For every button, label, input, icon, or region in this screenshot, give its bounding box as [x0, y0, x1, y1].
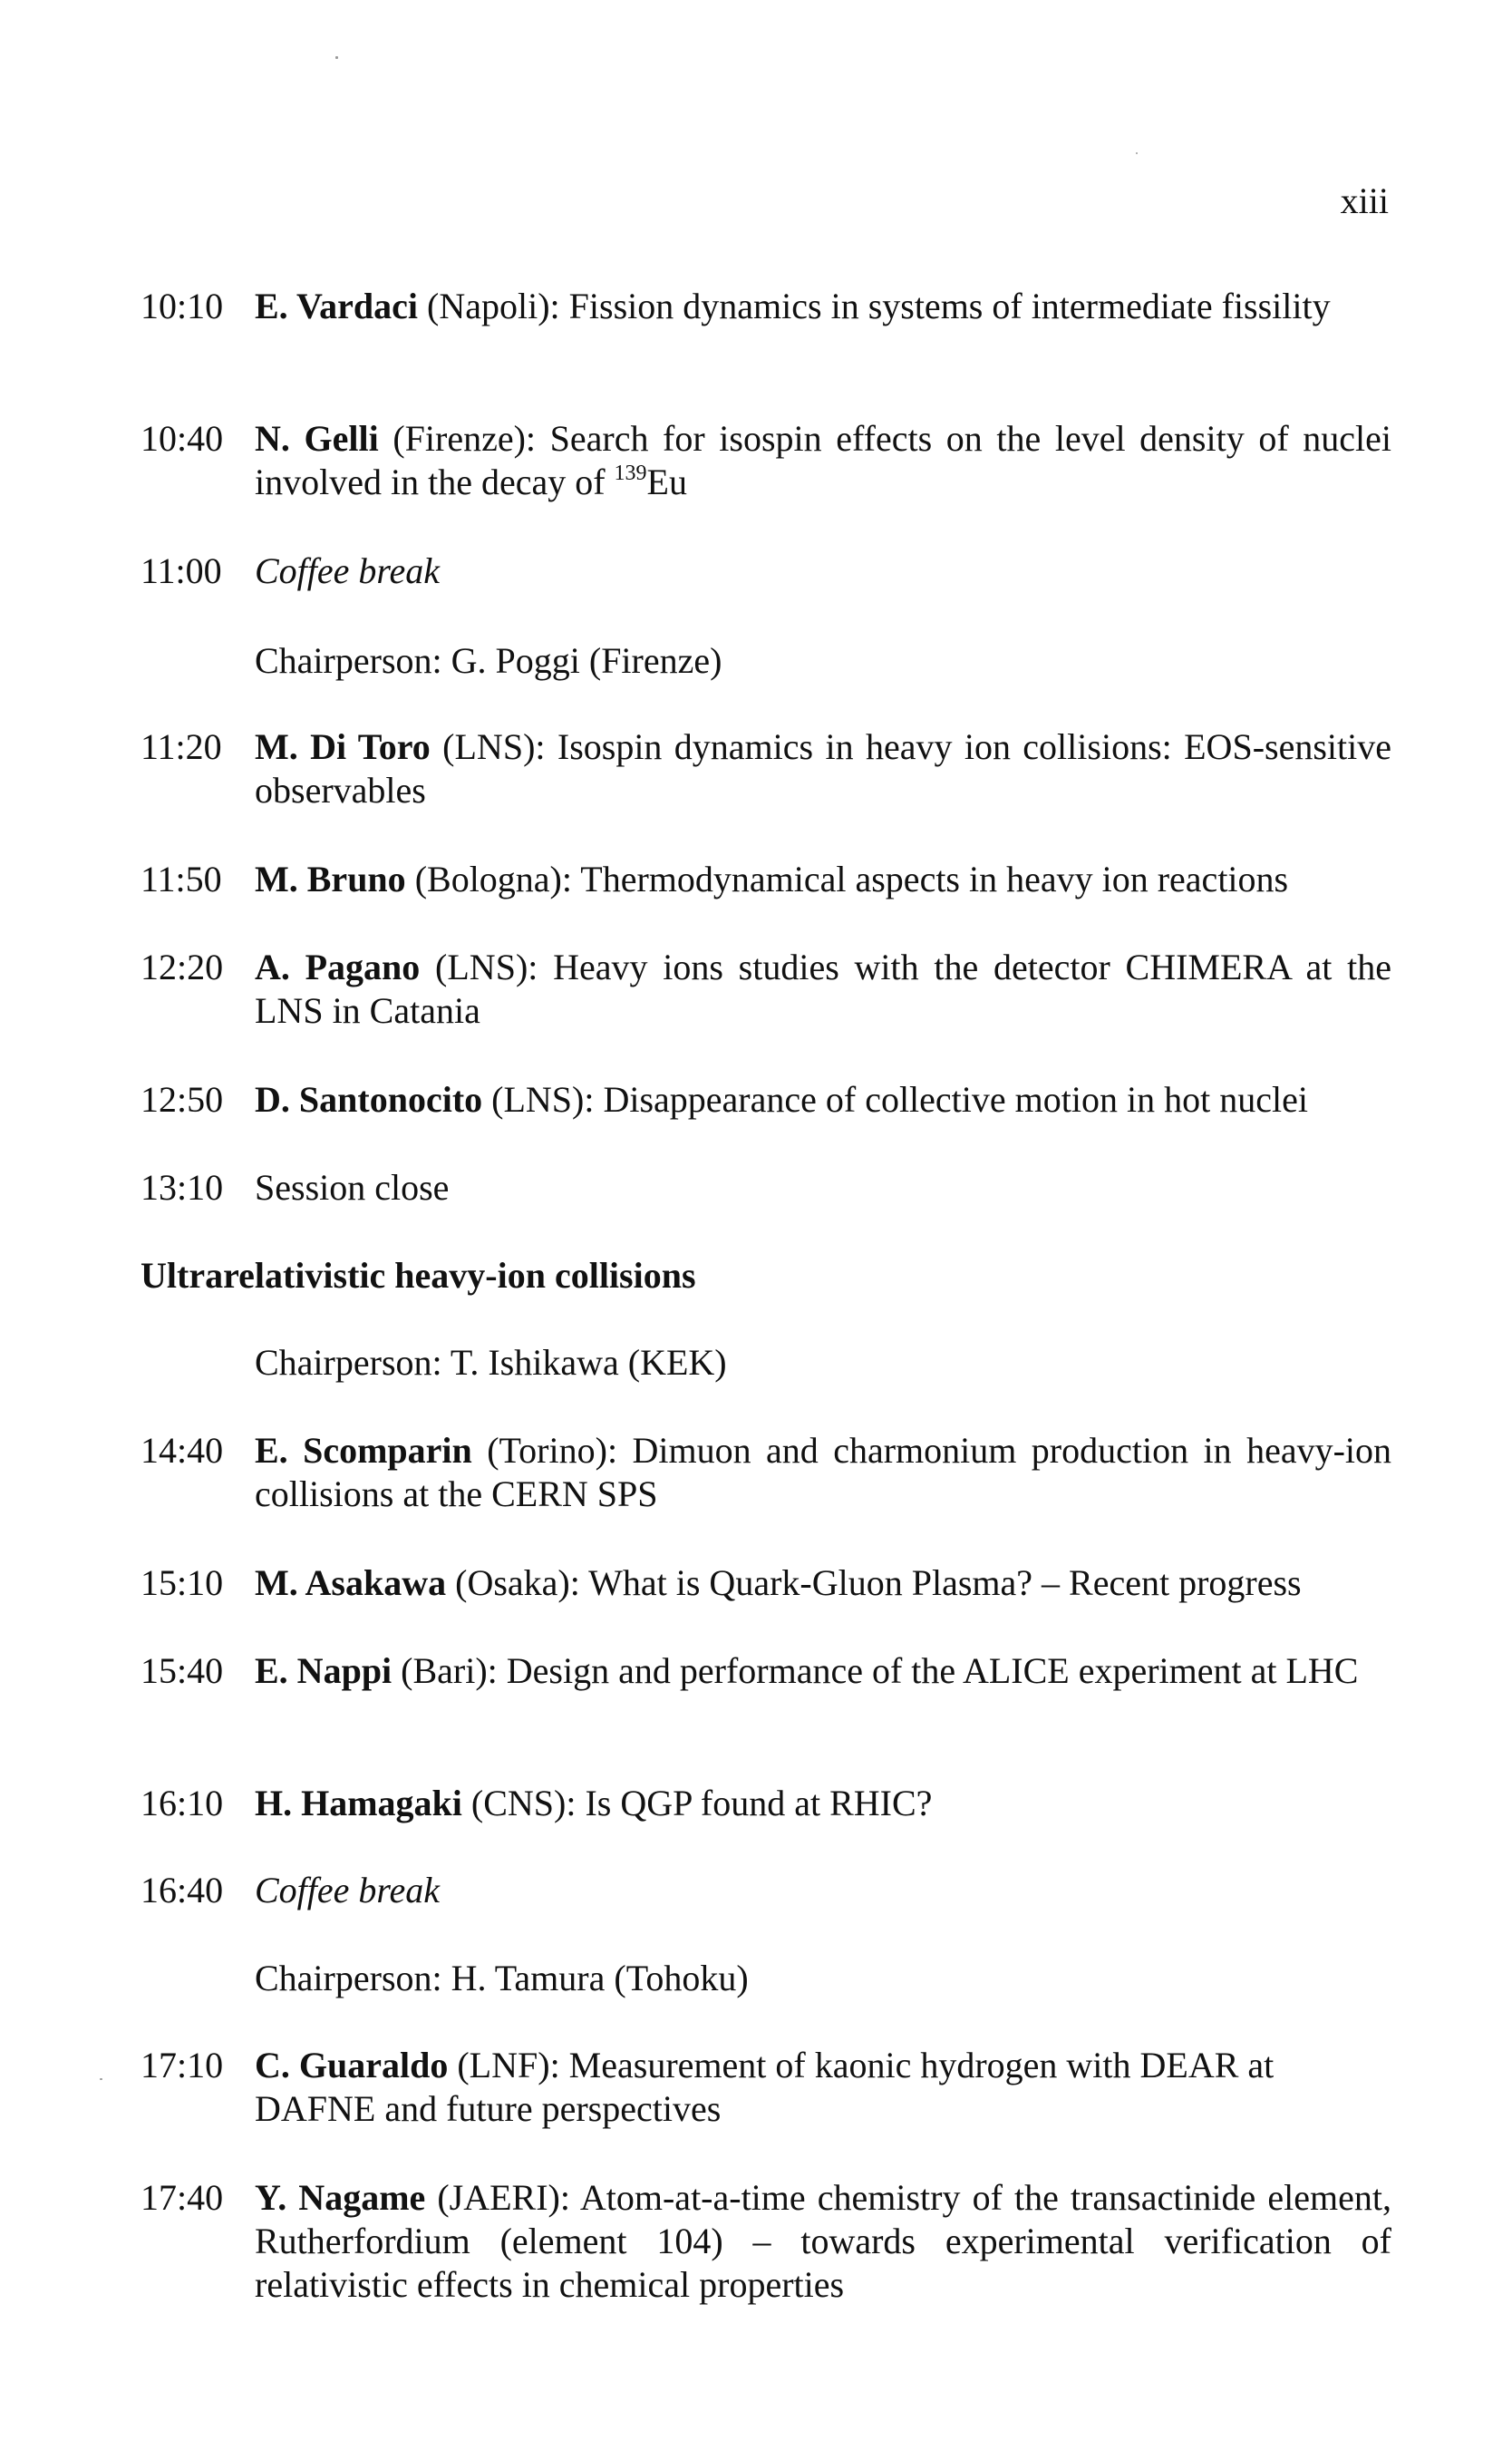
- speaker-name: A. Pagano: [255, 947, 421, 987]
- speaker-name: N. Gelli: [255, 418, 379, 459]
- entry-time: 12:20: [141, 947, 224, 987]
- scan-speck: [100, 2078, 102, 2080]
- chairperson-line: Chairperson: T. Ishikawa (KEK): [255, 1342, 727, 1383]
- speaker-name: M. Asakawa: [255, 1562, 447, 1603]
- speaker-name: E. Nappi: [255, 1650, 393, 1691]
- talk-details: (Napoli): Fission dynamics in systems of intermediate fissility: [418, 286, 1331, 326]
- speaker-name: Y. Nagame: [255, 2177, 426, 2218]
- program-entry: [141, 1429, 1391, 1516]
- talk-details: (LNF): Measurement of kaonic hydrogen with DEAR at DAFNE and future perspectives: [255, 2045, 1275, 2129]
- page-number: xiii: [1340, 180, 1389, 221]
- talk-details: (Osaka): What is Quark-Gluon Plasma? – Recent progress: [446, 1562, 1302, 1603]
- break-entry: [141, 1869, 1391, 1912]
- session-close-label: Session close: [255, 1167, 450, 1208]
- talk-details: (CNS): Is QGP found at RHIC?: [461, 1783, 933, 1823]
- isotope-mass-number: 139: [614, 461, 647, 485]
- entry-body: [255, 1166, 1391, 1210]
- talk-details: (Firenze): Search for isospin effects on the level density of nuclei involved in the decay of: [255, 418, 1391, 502]
- isotope-symbol: Eu: [646, 462, 687, 502]
- program-entry: [141, 1782, 1391, 1825]
- entry-time: 15:10: [141, 1562, 224, 1603]
- entry-body: [255, 725, 1391, 812]
- entry-time: 17:40: [141, 2177, 224, 2218]
- entry-time: 12:50: [141, 1079, 224, 1120]
- coffee-break-label: Coffee break: [255, 1870, 441, 1910]
- entry-time: 15:40: [141, 1650, 224, 1691]
- entry-body: [255, 549, 1391, 593]
- entry-body: [255, 946, 1391, 1033]
- program-entry: [141, 417, 1391, 504]
- entry-time: 10:40: [141, 418, 224, 459]
- program-entry: [141, 1649, 1391, 1693]
- talk-details: (LNS): Isospin dynamics in heavy ion collisions: EOS-sensitive observables: [255, 726, 1391, 811]
- entry-body: [255, 1429, 1391, 1516]
- entry-body: [255, 417, 1391, 504]
- entry-body: [255, 2176, 1391, 2307]
- entry-body: [255, 1782, 1391, 1825]
- talk-details: (Bologna): Thermodynamical aspects in heavy ion reactions: [405, 859, 1289, 899]
- break-entry: [141, 549, 1391, 593]
- speaker-name: H. Hamagaki: [255, 1783, 462, 1823]
- program-entry: [141, 1166, 1391, 1210]
- talk-details: (LNS): Heavy ions studies with the detector CHIMERA at the LNS in Catania: [255, 947, 1391, 1031]
- entry-body: [255, 858, 1391, 901]
- entry-time: 13:10: [141, 1167, 224, 1208]
- entry-time: 17:10: [141, 2045, 224, 2085]
- entry-time: 16:10: [141, 1783, 224, 1823]
- program-entry: [141, 1561, 1391, 1605]
- entry-body: [255, 1078, 1391, 1122]
- speaker-name: M. Di Toro: [255, 726, 431, 767]
- chairperson-line: Chairperson: H. Tamura (Tohoku): [255, 1958, 749, 1998]
- speaker-name: D. Santonocito: [255, 1079, 483, 1120]
- program-entry: [141, 858, 1391, 901]
- chairperson-line: Chairperson: G. Poggi (Firenze): [255, 640, 722, 681]
- entry-body: [255, 285, 1391, 328]
- entry-time: 10:10: [141, 286, 224, 326]
- entry-body: [255, 1649, 1391, 1693]
- entry-body: [255, 2044, 1342, 2131]
- entry-time: 11:20: [141, 726, 222, 767]
- scan-speck: [335, 56, 338, 59]
- entry-body: [255, 1869, 1391, 1912]
- entry-body: [255, 1561, 1391, 1605]
- entry-time: 11:50: [141, 859, 222, 899]
- entry-time: 16:40: [141, 1870, 224, 1910]
- program-entry: [141, 946, 1391, 1033]
- section-heading: Ultrarelativistic heavy-ion collisions: [141, 1255, 696, 1296]
- speaker-name: E. Vardaci: [255, 286, 419, 326]
- talk-details: (JAERI): Atom-at-a-time chemistry of the transactinide element, Rutherfordium (element 104) – towards experimental verification of relativistic effects in chemical properties: [255, 2177, 1391, 2305]
- program-entry: [141, 2044, 1391, 2131]
- talk-details: (Bari): Design and performance of the ALICE experiment at LHC: [392, 1650, 1359, 1691]
- program-entry: [141, 725, 1391, 812]
- speaker-name: M. Bruno: [255, 859, 406, 899]
- speaker-name: C. Guaraldo: [255, 2045, 449, 2085]
- program-entry: [141, 1078, 1391, 1122]
- scan-speck: [1136, 152, 1138, 154]
- program-entry: [141, 2176, 1391, 2307]
- speaker-name: E. Scomparin: [255, 1430, 472, 1471]
- coffee-break-label: Coffee break: [255, 550, 441, 591]
- program-entry: [141, 285, 1391, 328]
- entry-time: 14:40: [141, 1430, 224, 1471]
- talk-details: (LNS): Disappearance of collective motion in hot nuclei: [482, 1079, 1308, 1120]
- talk-details: (Torino): Dimuon and charmonium production in heavy-ion collisions at the CERN SPS: [255, 1430, 1392, 1514]
- entry-time: 11:00: [141, 550, 222, 591]
